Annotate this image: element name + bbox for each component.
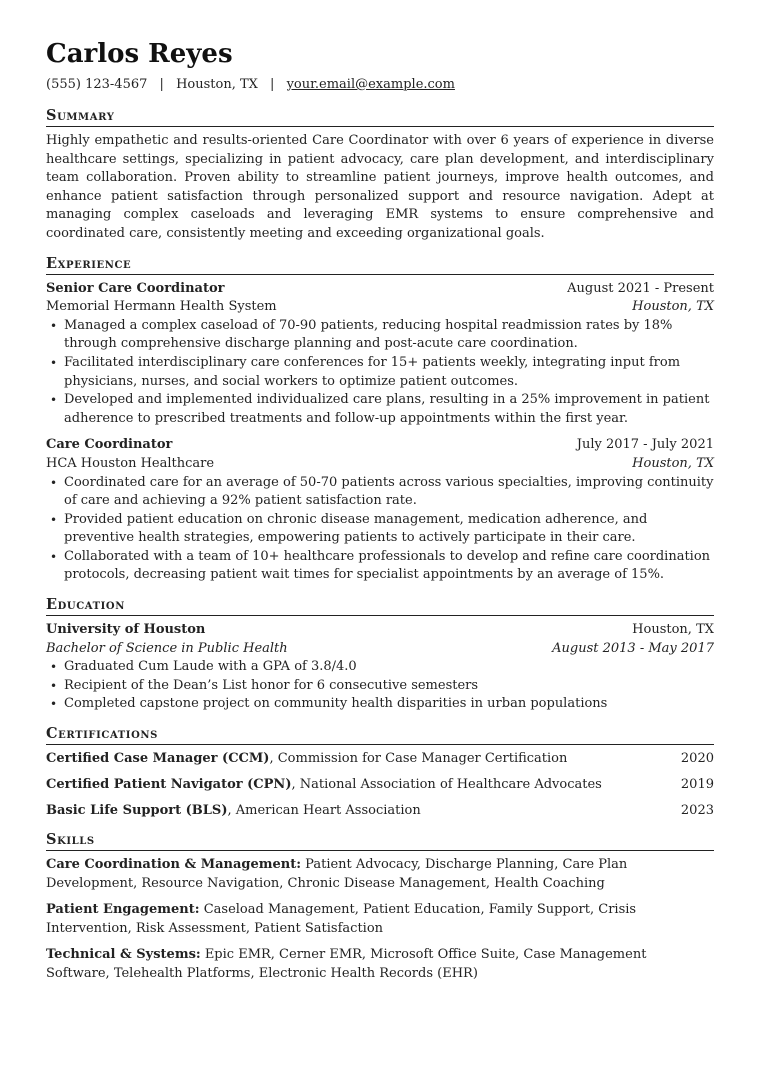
job-entry <box>46 280 714 429</box>
certification-text <box>46 750 567 768</box>
job-header <box>46 280 714 299</box>
certification-row <box>46 776 714 794</box>
contact-separator: | <box>270 77 275 92</box>
certification-text <box>46 776 602 794</box>
job-entry <box>46 436 714 585</box>
job-header <box>46 436 714 455</box>
certification-text <box>46 802 421 820</box>
contact-separator: | <box>159 77 164 92</box>
list-item: • Graduated Cum Laude with a GPA of 3.8/4.0 <box>46 658 714 677</box>
job-subheader <box>46 298 714 317</box>
school-name: University of Houston <box>46 622 206 638</box>
certification-name: Certified Case Manager (CCM) <box>46 751 270 767</box>
education-subheader <box>46 640 714 659</box>
contact-line <box>46 76 714 94</box>
section-title-education: Education <box>46 595 714 616</box>
certification-name: Certified Patient Navigator (CPN) <box>46 777 292 793</box>
summary-text: Highly empathetic and results-oriented Care Coordinator with over 6 years of experience in diverse healthcare settings, specializing in patient advocacy, care plan development, and interdisciplinary team collaboration. Proven ability to streamline patient journeys, improve health outcomes, and enhance patient satisfaction through personalized support and resource navigation. Adept at managing complex caseloads and leveraging EMR systems to ensure comprehensive and coordinated care, consistently meeting and exceeding organizational goals. <box>46 133 714 241</box>
list-item: • Collaborated with a team of 10+ healthcare professionals to develop and refine care coordination protocols, decreasing patient wait times for specialist appointments by an average of 15%. <box>46 548 714 585</box>
skills-section <box>46 830 714 984</box>
job-bullets <box>46 474 714 586</box>
job-subheader <box>46 455 714 474</box>
skill-label: Technical & Systems: <box>46 947 201 963</box>
certification-row <box>46 802 714 820</box>
certification-year: 2020 <box>680 751 714 767</box>
job-location: Houston, TX <box>632 455 714 471</box>
skill-text: Caseload Management, Patient Education, Family Support, Crisis Intervention, Risk Assessment, Patient Satisfaction <box>46 902 637 936</box>
education-header <box>46 621 714 640</box>
skill-group <box>46 946 714 983</box>
list-item: • Provided patient education on chronic disease management, medication adherence, and preventive health strategies, empowering patients to actively participate in their care. <box>46 511 714 548</box>
education-bullets <box>46 658 714 714</box>
section-title-certifications: Certifications <box>46 724 714 745</box>
list-item: • Managed a complex caseload of 70-90 patients, reducing hospital readmission rates by 18% through comprehensive discharge planning and post-acute care coordination. <box>46 317 714 354</box>
email-link[interactable]: your.email@example.com <box>286 77 455 92</box>
certification-issuer: , Commission for Case Manager Certification <box>269 751 568 767</box>
skill-group <box>46 901 714 938</box>
experience-section <box>46 254 714 586</box>
school-location: Houston, TX <box>632 622 714 638</box>
list-item: • Completed capstone project on community health disparities in urban populations <box>46 695 714 714</box>
job-location: Houston, TX <box>632 299 714 315</box>
list-item: • Developed and implemented individualized care plans, resulting in a 25% improvement in patient adherence to prescribed treatments and follow-up appointments within the first year. <box>46 391 714 428</box>
section-title-skills: Skills <box>46 830 714 851</box>
job-company: HCA Houston Healthcare <box>46 455 215 471</box>
list-item: • Facilitated interdisciplinary care conferences for 15+ patients weekly, integrating input from physicians, nurses, and social workers to optimize patient outcomes. <box>46 354 714 391</box>
skill-text: Epic EMR, Cerner EMR, Microsoft Office Suite, Case Management Software, Telehealth Platforms, Electronic Health Records (EHR) <box>46 947 647 981</box>
location: Houston, TX <box>176 77 258 92</box>
job-role: Care Coordinator <box>46 437 173 453</box>
certification-row <box>46 750 714 768</box>
job-dates: July 2017 - July 2021 <box>576 437 714 453</box>
job-dates: August 2021 - Present <box>567 280 714 296</box>
skill-label: Patient Engagement: <box>46 902 200 918</box>
section-title-experience: Experience <box>46 254 714 275</box>
job-role: Senior Care Coordinator <box>46 280 225 296</box>
education-dates: August 2013 - May 2017 <box>552 640 714 656</box>
phone-number: (555) 123-4567 <box>46 77 148 92</box>
list-item: • Recipient of the Dean’s List honor for 6 consecutive semesters <box>46 677 714 696</box>
job-bullets <box>46 317 714 429</box>
certification-issuer: , National Association of Healthcare Advocates <box>291 777 602 793</box>
summary-section <box>46 106 714 244</box>
section-title-summary: Summary <box>46 106 714 127</box>
certification-year: 2019 <box>680 777 714 793</box>
certification-issuer: , American Heart Association <box>227 803 421 819</box>
candidate-name: Carlos Reyes <box>46 39 233 69</box>
list-item: • Coordinated care for an average of 50-70 patients across various specialties, improving continuity of care and achieving a 92% patient satisfaction rate. <box>46 474 714 511</box>
certification-year: 2023 <box>680 803 714 819</box>
resume-page <box>46 38 714 994</box>
skill-text: Patient Advocacy, Discharge Planning, Care Plan Development, Resource Navigation, Chronic Disease Management, Health Coaching <box>46 857 628 891</box>
job-company: Memorial Hermann Health System <box>46 299 277 315</box>
skill-group <box>46 856 714 893</box>
education-section <box>46 595 714 714</box>
certification-name: Basic Life Support (BLS) <box>46 803 228 819</box>
skill-label: Care Coordination & Management: <box>46 857 302 873</box>
degree: Bachelor of Science in Public Health <box>46 640 288 656</box>
certifications-section <box>46 724 714 820</box>
